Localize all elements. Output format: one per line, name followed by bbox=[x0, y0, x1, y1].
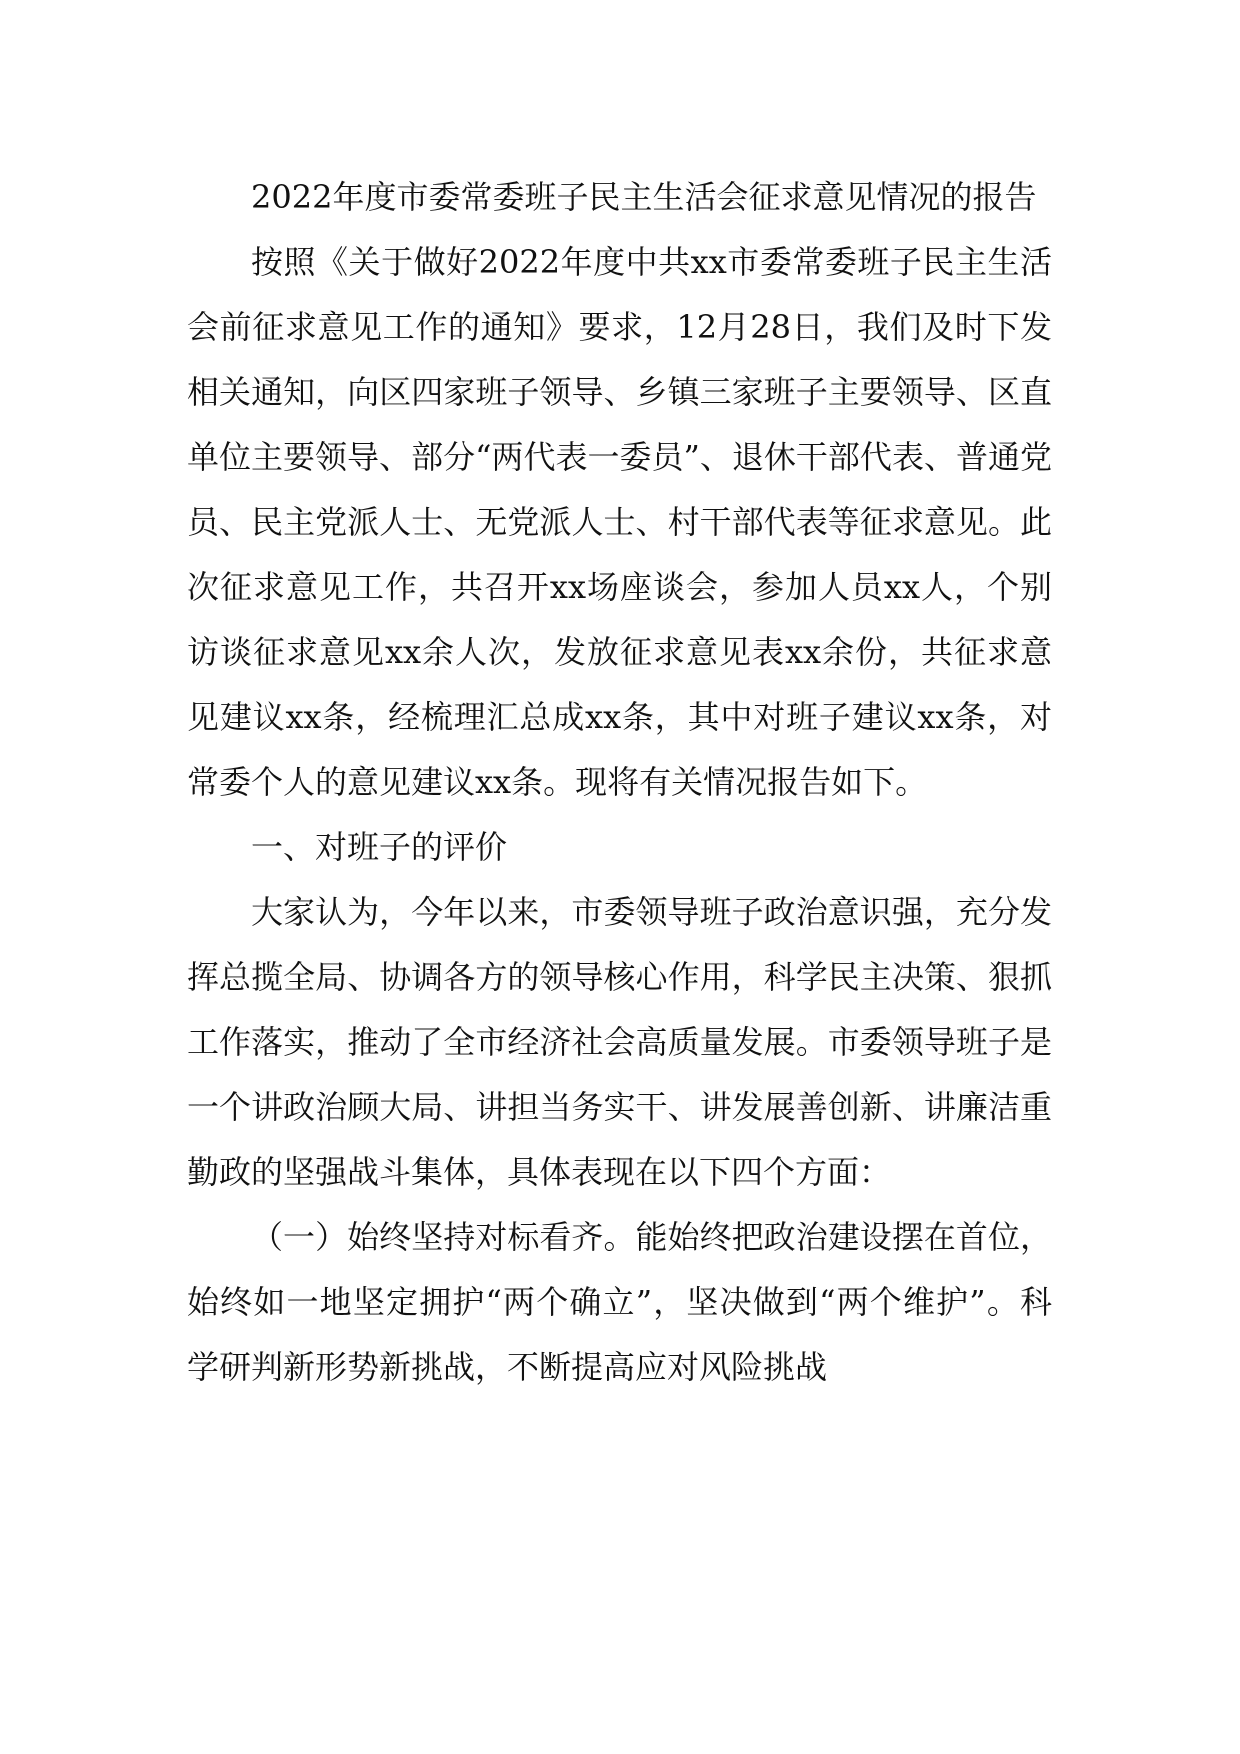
intro-paragraph: 按照《关于做好2022年度中共xx市委常委班子民主生活会前征求意见工作的通知》要求，12月28日，我们及时下发相关通知，向区四家班子领导、乡镇三家班子主要领导、区直单位主要领导、部分“两代表一委员”、退休干部代表、普通党员、民主党派人士、无党派人士、村干部代表等征求意见。此次征求意见工作，共召开xx场座谈会，参加人员xx人，个别访谈征求意见xx余人次，发放征求意见表xx余份，共征求意见建议xx条，经梳理汇总成xx条，其中对班子建议xx条，对常委个人的意见建议xx条。现将有关情况报告如下。 bbox=[187, 243, 1052, 801]
section-heading: 一、对班子的评价 bbox=[251, 828, 508, 866]
evaluation-paragraph: 大家认为，今年以来，市委领导班子政治意识强，充分发挥总揽全局、协调各方的领导核心作用，科学民主决策、狠抓工作落实，推动了全市经济社会高质量发展。市委领导班子是一个讲政治顾大局、讲担当务实干、讲发展善创新、讲廉洁重勤政的坚强战斗集体，具体表现在以下四个方面： bbox=[187, 893, 1052, 1191]
document-body bbox=[187, 165, 1052, 1400]
document-title: 2022年度市委常委班子民主生活会征求意见情况的报告 bbox=[251, 178, 1037, 216]
subsection-paragraph: （一）始终坚持对标看齐。能始终把政治建设摆在首位，始终如一地坚定拥护“两个确立”，坚决做到“两个维护”。科学研判新形势新挑战，不断提高应对风险挑战 bbox=[187, 1218, 1052, 1386]
